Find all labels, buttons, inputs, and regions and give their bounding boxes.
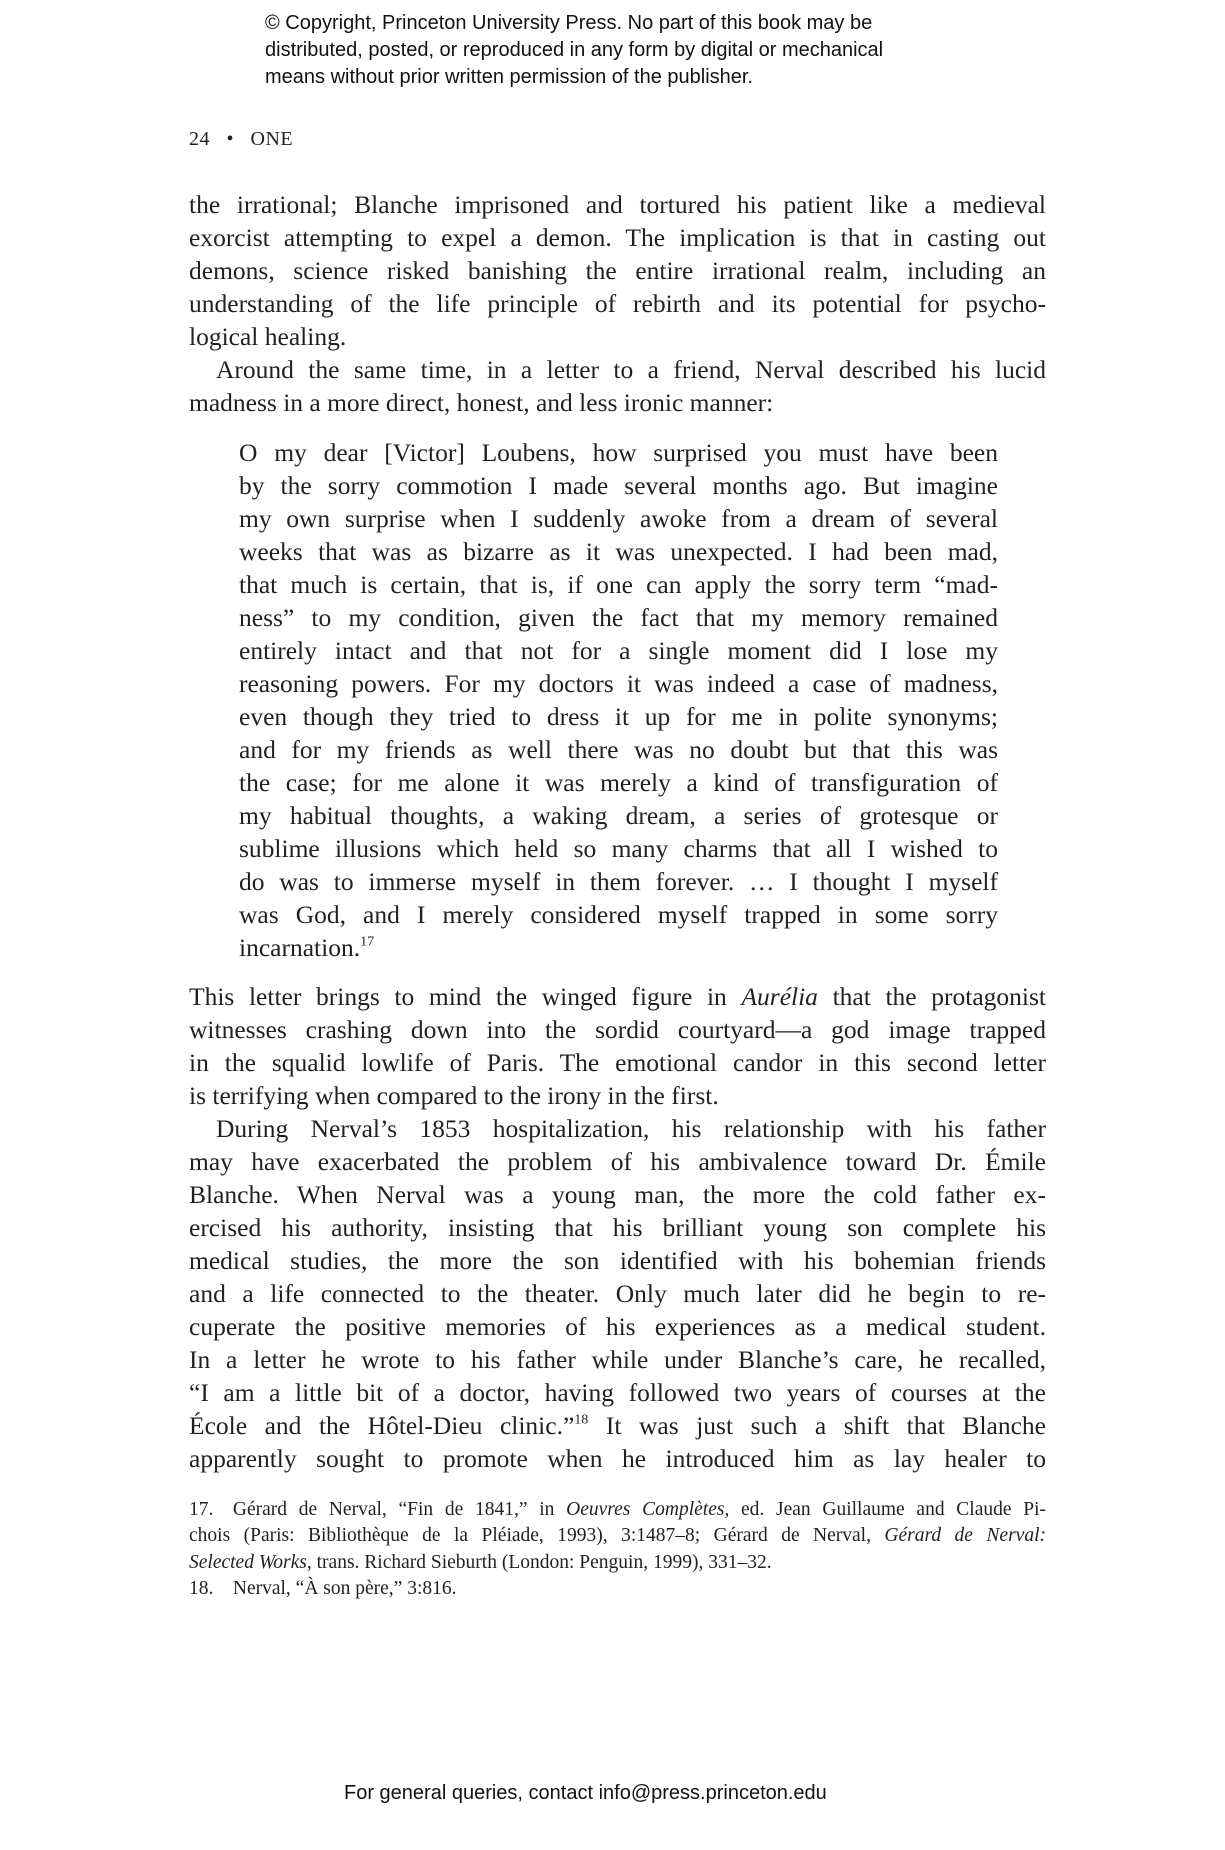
text-run: Selected Works [189,1551,307,1573]
text-run: the case; for me alone it was merely a kind of transfiguration of [239,768,998,797]
text-line [239,568,998,601]
contact-footer: For general queries, contact info@press.princeton.edu [344,1782,827,1804]
text-line [189,320,1046,353]
text-line [189,1442,1046,1475]
text-run: Oeuvres Complètes [566,1499,725,1520]
text-line [189,1343,1046,1376]
text-line [189,1523,1046,1549]
chapter-title: ONE [250,128,294,150]
text-run: even though they tried to dress it up for me in polite synonyms; [239,702,998,731]
text-run: Around the same time, in a letter to a friend, Nerval described his lucid [216,355,1046,384]
text-line [189,1550,1046,1576]
text-run: sublime illusions which held so many charms that all I wished to [239,834,998,863]
block-quote [239,436,998,964]
text-run: During Nerval’s 1853 hospitalization, his relationship with his father [216,1114,1046,1143]
copyright-line: distributed, posted, or reproduced in any form by digital or mechanical [265,39,884,61]
text-line [189,1409,1046,1442]
copyright-line: © Copyright, Princeton University Press. No part of this book may be [265,12,873,34]
text-line [239,799,998,832]
text-line [189,1046,1046,1079]
text-run: exorcist attempting to expel a demon. The implication is that in casting out [189,223,1046,252]
text-run: may have exacerbated the problem of his ambivalence toward Dr. Émile [189,1147,1046,1176]
text-run: , ed. Jean Guillaume and Claude Pi- [724,1499,1047,1520]
text-run: do was to immerse myself in them forever. … I thought I myself [239,867,998,896]
text-run: my own surprise when I suddenly awoke from a dream of several [239,504,998,533]
text-line [239,502,998,535]
text-run: , trans. Richard Sieburth (London: Penguin, 1999), 331–32. [306,1551,772,1573]
text-line [239,535,998,568]
text-line [189,1576,1046,1602]
text-run: École and the Hôtel-Dieu clinic.” [189,1411,575,1440]
text-run: Gérard de Nerval: [884,1525,1046,1547]
text-run: 18. Nerval, “À son père,” 3:816. [189,1577,457,1599]
text-line [189,1277,1046,1310]
text-run: that the protagonist [817,982,1046,1011]
running-head [189,128,293,151]
text-line [189,188,1046,221]
copyright-line: means without prior written permission of the publisher. [265,66,754,88]
text-line [189,1178,1046,1211]
text-run: demons, science risked banishing the entire irrational realm, including an [189,256,1046,285]
text-run: In a letter he wrote to his father while under Blanche’s care, he recalled, [189,1345,1046,1374]
text-line [189,1310,1046,1343]
footnote-ref: 17 [360,934,375,950]
text-run: madness in a more direct, honest, and less ironic manner: [189,388,774,417]
text-run: “I am a little bit of a doctor, having followed two years of courses at the [189,1378,1046,1407]
text-run: It was just such a shift that Blanche [588,1411,1046,1440]
text-line [189,1145,1046,1178]
text-line [239,634,998,667]
text-line [189,980,1046,1013]
text-run: entirely intact and that not for a single moment did I lose my [239,636,998,665]
text-run: reasoning powers. For my doctors it was indeed a case of madness, [239,669,998,698]
text-run: my habitual thoughts, a waking dream, a series of grotesque or [239,801,998,830]
text-line [239,700,998,733]
text-line [239,865,998,898]
body-text-top [189,188,1046,419]
text-line [239,469,998,502]
text-run: in the squalid lowlife of Paris. The emotional candor in this second letter [189,1048,1046,1077]
footnote-ref: 18 [574,1412,589,1428]
text-run: was God, and I merely considered myself trapped in some sorry [239,900,998,929]
text-line [189,287,1046,320]
text-run: 17. Gérard de Nerval, “Fin de 1841,” in [189,1499,567,1520]
text-run: by the sorry commotion I made several months ago. But imagine [239,471,998,500]
text-line [189,1211,1046,1244]
text-run: and for my friends as well there was no doubt but that this was [239,735,998,764]
text-line [189,1112,1046,1145]
text-run: understanding of the life principle of rebirth and its potential for psycho- [189,289,1046,318]
text-run: O my dear [Victor] Loubens, how surprised you must have been [239,438,998,467]
text-line [239,898,998,931]
footnotes [189,1497,1046,1602]
text-line [189,1079,1046,1112]
text-run: incarnation. [239,933,361,962]
text-line [239,601,998,634]
text-run: is terrifying when compared to the irony in the first. [189,1081,719,1110]
page-number: 24 [189,128,210,150]
text-line [239,436,998,469]
text-run: Blanche. When Nerval was a young man, the more the cold father ex- [189,1180,1046,1209]
text-run: ness” to my condition, given the fact that my memory remained [239,603,998,632]
text-line [239,667,998,700]
text-line [239,766,998,799]
text-line [239,931,998,964]
text-line [189,254,1046,287]
text-line [189,1497,1046,1523]
text-line [189,1376,1046,1409]
text-line [189,386,1046,419]
text-line [239,832,998,865]
text-run: ercised his authority, insisting that his brilliant young son complete his [189,1213,1046,1242]
text-run: logical healing. [189,322,347,351]
body-text-bottom [189,980,1046,1475]
separator-bullet: • [226,128,235,150]
text-run: and a life connected to the theater. Only much later did he begin to re- [189,1279,1046,1308]
text-run: apparently sought to promote when he introduced him as lay healer to [189,1444,1046,1473]
text-run: chois (Paris: Bibliothèque de la Pléiade, 1993), 3:1487–8; Gérard de Nerval, [189,1525,885,1547]
text-run: weeks that was as bizarre as it was unexpected. I had been mad, [239,537,998,566]
text-run: cuperate the positive memories of his experiences as a medical student. [189,1312,1046,1341]
text-line [189,1013,1046,1046]
text-run: that much is certain, that is, if one can apply the sorry term “mad- [239,570,998,599]
text-run: medical studies, the more the son identified with his bohemian friends [189,1246,1046,1275]
text-run: This letter brings to mind the winged figure in [189,982,742,1011]
text-line [189,353,1046,386]
text-line [239,733,998,766]
text-line [189,221,1046,254]
copyright-notice [265,10,883,91]
text-run: witnesses crashing down into the sordid courtyard—a god image trapped [189,1015,1046,1044]
text-line [189,1244,1046,1277]
text-run: Aurélia [741,982,818,1011]
text-run: the irrational; Blanche imprisoned and tortured his patient like a medieval [189,190,1046,219]
